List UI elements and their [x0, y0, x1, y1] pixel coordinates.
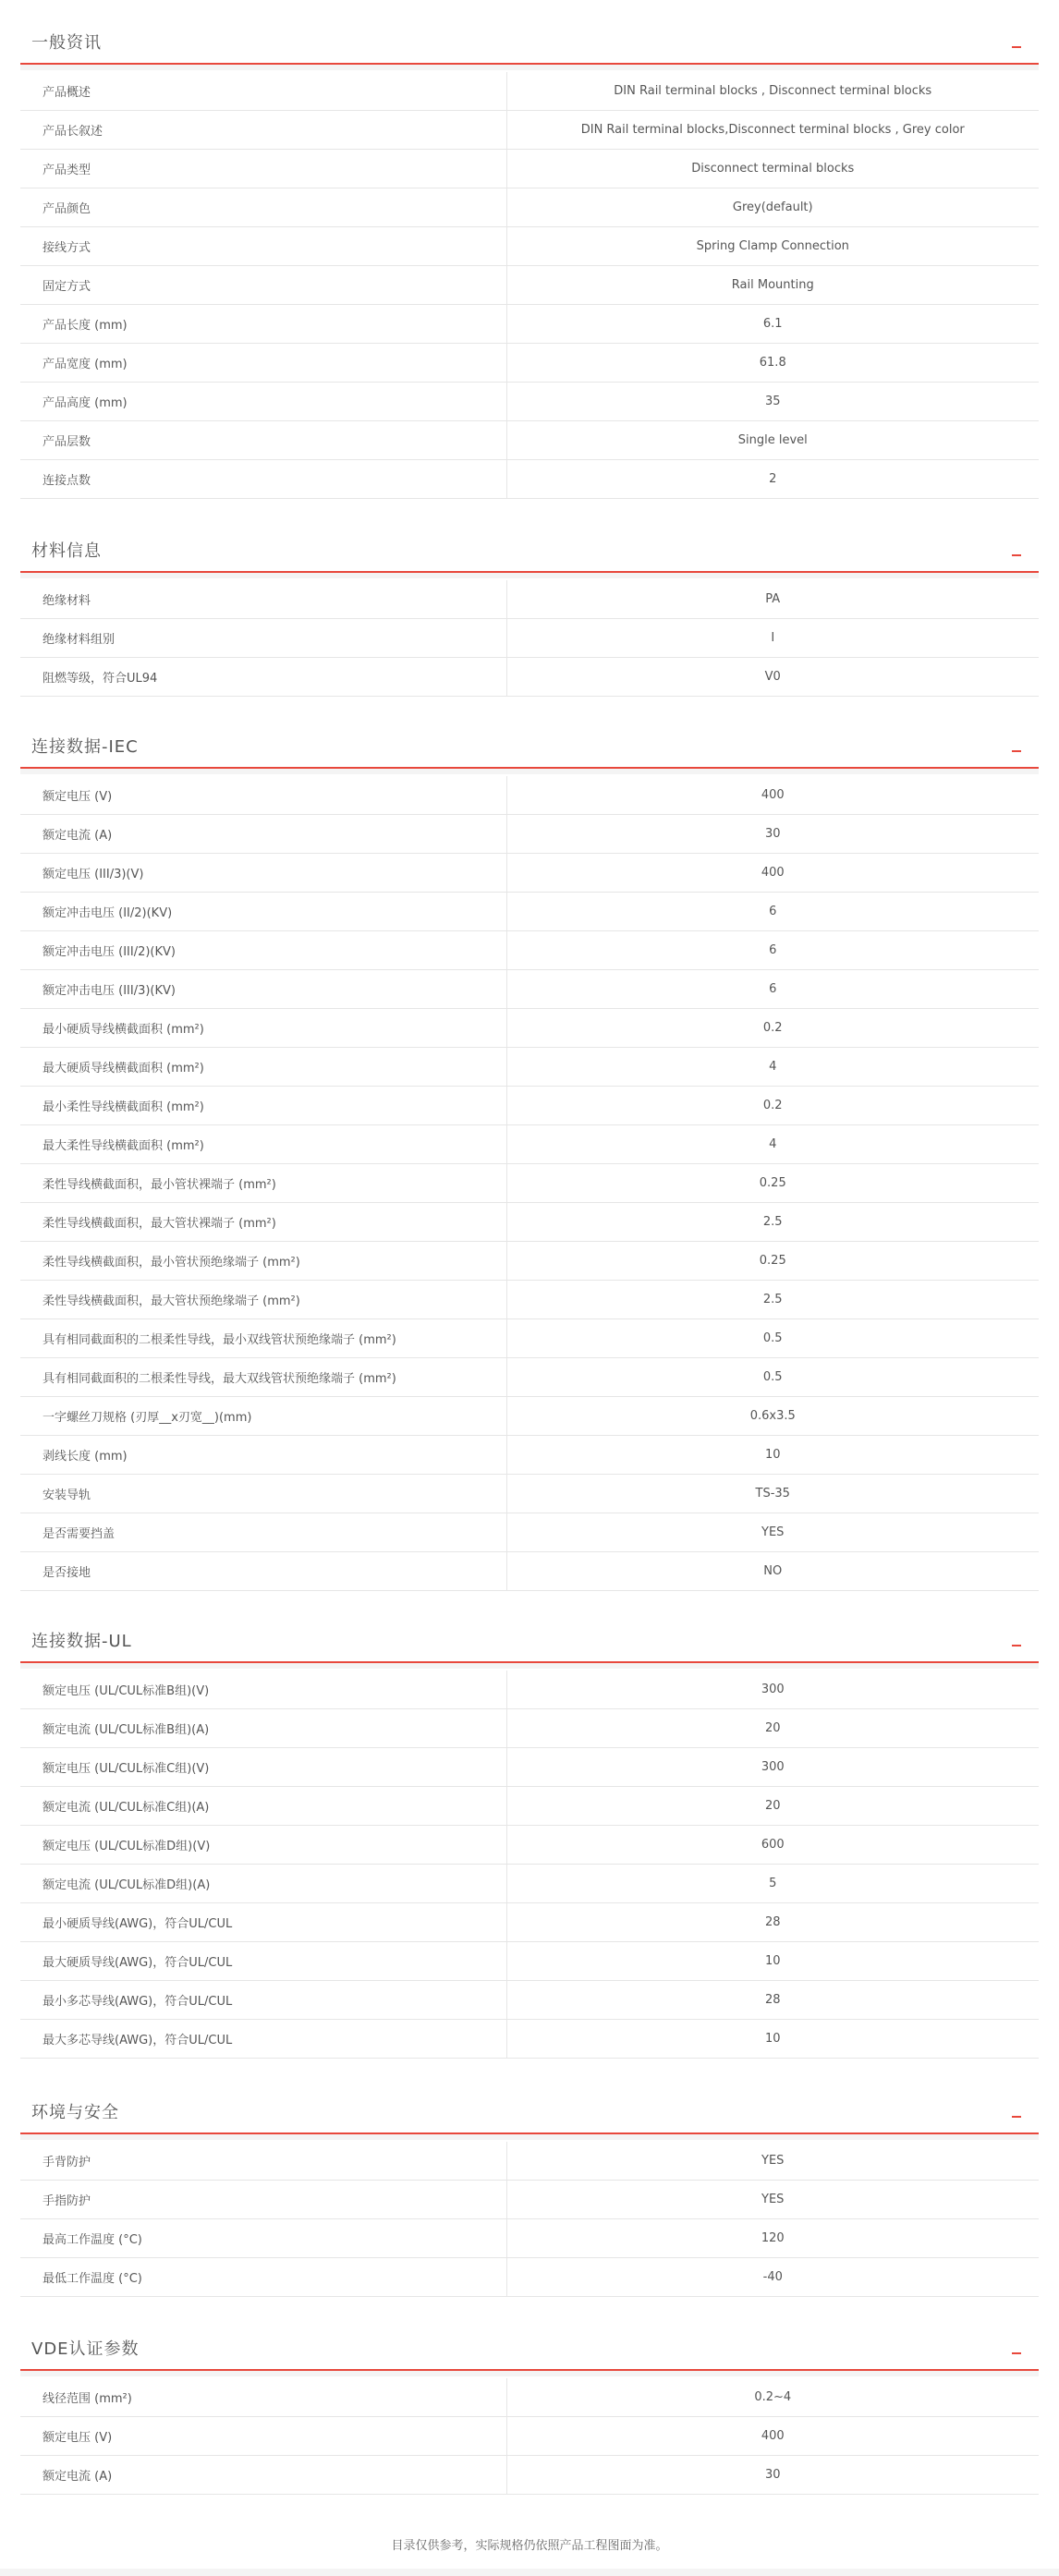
spec-label: 是否需要挡盖: [20, 1513, 506, 1552]
table-row: [20, 1709, 1039, 1748]
spec-value: 400: [506, 854, 1039, 893]
spec-label: 产品宽度 (mm): [20, 344, 506, 383]
spec-value: NO: [506, 1552, 1039, 1591]
spec-value: Spring Clamp Connection: [506, 227, 1039, 266]
spec-label: 产品长度 (mm): [20, 305, 506, 344]
section-title: 环境与安全: [31, 2103, 119, 2122]
table-row: [20, 1397, 1039, 1436]
table-row: [20, 580, 1039, 619]
spec-label: 额定电压 (UL/CUL标准B组)(V): [20, 1671, 506, 1709]
spec-value: PA: [506, 580, 1039, 619]
spec-value: DIN Rail terminal blocks,Disconnect terminal blocks , Grey color: [506, 111, 1039, 150]
spec-value: 2: [506, 460, 1039, 499]
table-row: [20, 2181, 1039, 2219]
section-header: [20, 527, 1039, 573]
spec-value: 2.5: [506, 1281, 1039, 1319]
section-header: [20, 723, 1039, 769]
table-row: [20, 1242, 1039, 1281]
spec-label: 最小多芯导线(AWG)，符合UL/CUL: [20, 1981, 506, 2020]
table-row: [20, 2142, 1039, 2181]
spec-label: 具有相同截面积的二根柔性导线，最大双线管状预绝缘端子 (mm²): [20, 1358, 506, 1397]
spec-value: 30: [506, 815, 1039, 854]
section-title: 一般资讯: [31, 33, 102, 53]
spec-table: [20, 2142, 1039, 2297]
spec-value: 61.8: [506, 344, 1039, 383]
spec-label: 剥线长度 (mm): [20, 1436, 506, 1475]
spec-value: Grey(default): [506, 188, 1039, 227]
spec-value: 0.25: [506, 1164, 1039, 1203]
spec-value: 0.2~4: [506, 2378, 1039, 2417]
minus-icon-bar: [1012, 2116, 1021, 2118]
table-row: [20, 893, 1039, 931]
table-row: [20, 1281, 1039, 1319]
spec-value: 0.5: [506, 1358, 1039, 1397]
spec-label: 连接点数: [20, 460, 506, 499]
spec-value: 0.2: [506, 1009, 1039, 1048]
spec-label: 产品类型: [20, 150, 506, 188]
table-row: [20, 1475, 1039, 1513]
table-row: [20, 344, 1039, 383]
spec-table: [20, 72, 1039, 499]
minus-icon[interactable]: [1007, 28, 1026, 54]
minus-icon-bar: [1012, 1645, 1021, 1646]
table-row: [20, 421, 1039, 460]
spec-label: 额定电压 (III/3)(V): [20, 854, 506, 893]
table-row: [20, 1552, 1039, 1591]
spec-value: YES: [506, 2181, 1039, 2219]
table-row: [20, 776, 1039, 815]
spec-section: [0, 527, 1059, 697]
section-header: [20, 2325, 1039, 2371]
spec-label: 固定方式: [20, 266, 506, 305]
spec-section: [0, 18, 1059, 499]
table-row: [20, 2258, 1039, 2297]
spec-value: Single level: [506, 421, 1039, 460]
spec-value: 6: [506, 970, 1039, 1009]
minus-icon-bar: [1012, 46, 1021, 48]
table-row: [20, 150, 1039, 188]
spec-label: 额定电压 (UL/CUL标准D组)(V): [20, 1826, 506, 1865]
table-row: [20, 1125, 1039, 1164]
table-row: [20, 815, 1039, 854]
spec-label: 最低工作温度 (°C): [20, 2258, 506, 2297]
spec-label: 接线方式: [20, 227, 506, 266]
table-row: [20, 619, 1039, 658]
spec-value: 20: [506, 1709, 1039, 1748]
spec-label: 额定冲击电压 (II/2)(KV): [20, 893, 506, 931]
minus-icon[interactable]: [1007, 536, 1026, 562]
minus-icon-bar: [1012, 2352, 1021, 2354]
spec-label: 产品层数: [20, 421, 506, 460]
spec-value: Rail Mounting: [506, 266, 1039, 305]
table-row: [20, 266, 1039, 305]
spec-value: 10: [506, 1436, 1039, 1475]
spec-label: 手背防护: [20, 2142, 506, 2181]
table-row: [20, 188, 1039, 227]
table-row: [20, 2219, 1039, 2258]
section-title: VDE认证参数: [31, 2339, 140, 2359]
spec-label: 最大硬质导线横截面积 (mm²): [20, 1048, 506, 1087]
spec-label: 额定电压 (V): [20, 776, 506, 815]
spec-label: 一字螺丝刀规格 (刃厚__x刃宽__)(mm): [20, 1397, 506, 1436]
spec-value: 10: [506, 1942, 1039, 1981]
spec-label: 是否接地: [20, 1552, 506, 1591]
spec-value: 400: [506, 776, 1039, 815]
spec-section: [0, 723, 1059, 1591]
table-row: [20, 1436, 1039, 1475]
spec-label: 最大硬质导线(AWG)，符合UL/CUL: [20, 1942, 506, 1981]
spec-label: 最小柔性导线横截面积 (mm²): [20, 1087, 506, 1125]
table-row: [20, 1748, 1039, 1787]
minus-icon-bar: [1012, 750, 1021, 752]
table-row: [20, 2417, 1039, 2456]
table-row: [20, 72, 1039, 111]
spec-label: 柔性导线横截面积，最大管状裸端子 (mm²): [20, 1203, 506, 1242]
spec-label: 产品高度 (mm): [20, 383, 506, 421]
spec-label: 线径范围 (mm²): [20, 2378, 506, 2417]
spec-section: [0, 2325, 1059, 2495]
table-row: [20, 658, 1039, 697]
table-row: [20, 1903, 1039, 1942]
table-row: [20, 1087, 1039, 1125]
spec-label: 柔性导线横截面积，最小管状预绝缘端子 (mm²): [20, 1242, 506, 1281]
spec-value: 600: [506, 1826, 1039, 1865]
footer-note: 目录仅供参考，实际规格仍依照产品工程图面为准。: [391, 2539, 668, 2553]
table-row: [20, 1671, 1039, 1709]
spec-label: 手指防护: [20, 2181, 506, 2219]
spec-label: 额定电流 (UL/CUL标准B组)(A): [20, 1709, 506, 1748]
spec-label: 柔性导线横截面积，最小管状裸端子 (mm²): [20, 1164, 506, 1203]
spec-value: YES: [506, 2142, 1039, 2181]
spec-label: 最小硬质导线(AWG)，符合UL/CUL: [20, 1903, 506, 1942]
spec-label: 额定电流 (A): [20, 2456, 506, 2495]
spec-label: 额定冲击电压 (III/2)(KV): [20, 931, 506, 970]
spec-label: 额定电流 (UL/CUL标准D组)(A): [20, 1865, 506, 1903]
spec-value: 4: [506, 1048, 1039, 1087]
section-header: [20, 18, 1039, 65]
minus-icon[interactable]: [1007, 2097, 1026, 2123]
table-row: [20, 1358, 1039, 1397]
spec-label: 额定电压 (UL/CUL标准C组)(V): [20, 1748, 506, 1787]
spec-label: 最大多芯导线(AWG)，符合UL/CUL: [20, 2020, 506, 2059]
spec-table: [20, 2378, 1039, 2495]
spec-section: [0, 2088, 1059, 2297]
spec-value: 28: [506, 1903, 1039, 1942]
spec-value: 300: [506, 1671, 1039, 1709]
spec-value: 6: [506, 893, 1039, 931]
table-row: [20, 1981, 1039, 2020]
spec-value: 120: [506, 2219, 1039, 2258]
spec-value: YES: [506, 1513, 1039, 1552]
spec-value: 0.5: [506, 1319, 1039, 1358]
minus-icon[interactable]: [1007, 1626, 1026, 1652]
section-title: 连接数据-UL: [31, 1632, 132, 1651]
section-header: [20, 1617, 1039, 1663]
spec-value: 30: [506, 2456, 1039, 2495]
spec-value: 20: [506, 1787, 1039, 1826]
spec-value: I: [506, 619, 1039, 658]
spec-value: 5: [506, 1865, 1039, 1903]
table-row: [20, 2456, 1039, 2495]
table-row: [20, 1513, 1039, 1552]
spec-label: 产品概述: [20, 72, 506, 111]
section-title: 连接数据-IEC: [31, 737, 139, 757]
spec-value: 0.6x3.5: [506, 1397, 1039, 1436]
minus-icon-bar: [1012, 554, 1021, 556]
spec-label: 额定电流 (UL/CUL标准C组)(A): [20, 1787, 506, 1826]
spec-label: 额定电流 (A): [20, 815, 506, 854]
table-row: [20, 460, 1039, 499]
spec-value: 300: [506, 1748, 1039, 1787]
spec-value: 28: [506, 1981, 1039, 2020]
section-header: [20, 2088, 1039, 2134]
spec-value: 6: [506, 931, 1039, 970]
table-row: [20, 1865, 1039, 1903]
table-row: [20, 931, 1039, 970]
table-row: [20, 383, 1039, 421]
spec-label: 最高工作温度 (°C): [20, 2219, 506, 2258]
spec-value: 10: [506, 2020, 1039, 2059]
spec-value: DIN Rail terminal blocks , Disconnect terminal blocks: [506, 72, 1039, 111]
spec-table: [20, 580, 1039, 697]
spec-table: [20, 776, 1039, 1591]
table-row: [20, 1203, 1039, 1242]
spec-label: 绝缘材料: [20, 580, 506, 619]
spec-label: 产品颜色: [20, 188, 506, 227]
spec-section: [0, 1617, 1059, 2059]
spec-label: 最大柔性导线横截面积 (mm²): [20, 1125, 506, 1164]
table-row: [20, 2020, 1039, 2059]
spec-value: Disconnect terminal blocks: [506, 150, 1039, 188]
table-row: [20, 305, 1039, 344]
table-row: [20, 970, 1039, 1009]
spec-label: 额定冲击电压 (III/3)(KV): [20, 970, 506, 1009]
minus-icon[interactable]: [1007, 2334, 1026, 2360]
footer-divider: [0, 2569, 1059, 2576]
spec-label: 额定电压 (V): [20, 2417, 506, 2456]
spec-label: 安装导轨: [20, 1475, 506, 1513]
spec-table: [20, 1671, 1039, 2059]
table-row: [20, 2378, 1039, 2417]
table-row: [20, 854, 1039, 893]
table-row: [20, 1787, 1039, 1826]
spec-value: 35: [506, 383, 1039, 421]
table-row: [20, 1009, 1039, 1048]
section-title: 材料信息: [31, 541, 102, 561]
spec-value: 2.5: [506, 1203, 1039, 1242]
spec-label: 最小硬质导线横截面积 (mm²): [20, 1009, 506, 1048]
table-row: [20, 1319, 1039, 1358]
table-row: [20, 1942, 1039, 1981]
spec-label: 阻燃等级，符合UL94: [20, 658, 506, 697]
minus-icon[interactable]: [1007, 732, 1026, 758]
spec-label: 绝缘材料组别: [20, 619, 506, 658]
spec-value: -40: [506, 2258, 1039, 2297]
spec-value: 0.25: [506, 1242, 1039, 1281]
spec-label: 柔性导线横截面积，最大管状预绝缘端子 (mm²): [20, 1281, 506, 1319]
spec-value: 0.2: [506, 1087, 1039, 1125]
spec-value: 6.1: [506, 305, 1039, 344]
table-row: [20, 1164, 1039, 1203]
table-row: [20, 111, 1039, 150]
spec-value: 4: [506, 1125, 1039, 1164]
table-row: [20, 1826, 1039, 1865]
table-row: [20, 227, 1039, 266]
spec-value: V0: [506, 658, 1039, 697]
spec-label: 具有相同截面积的二根柔性导线，最小双线管状预绝缘端子 (mm²): [20, 1319, 506, 1358]
table-row: [20, 1048, 1039, 1087]
spec-value: 400: [506, 2417, 1039, 2456]
spec-value: TS-35: [506, 1475, 1039, 1513]
spec-label: 产品长叙述: [20, 111, 506, 150]
